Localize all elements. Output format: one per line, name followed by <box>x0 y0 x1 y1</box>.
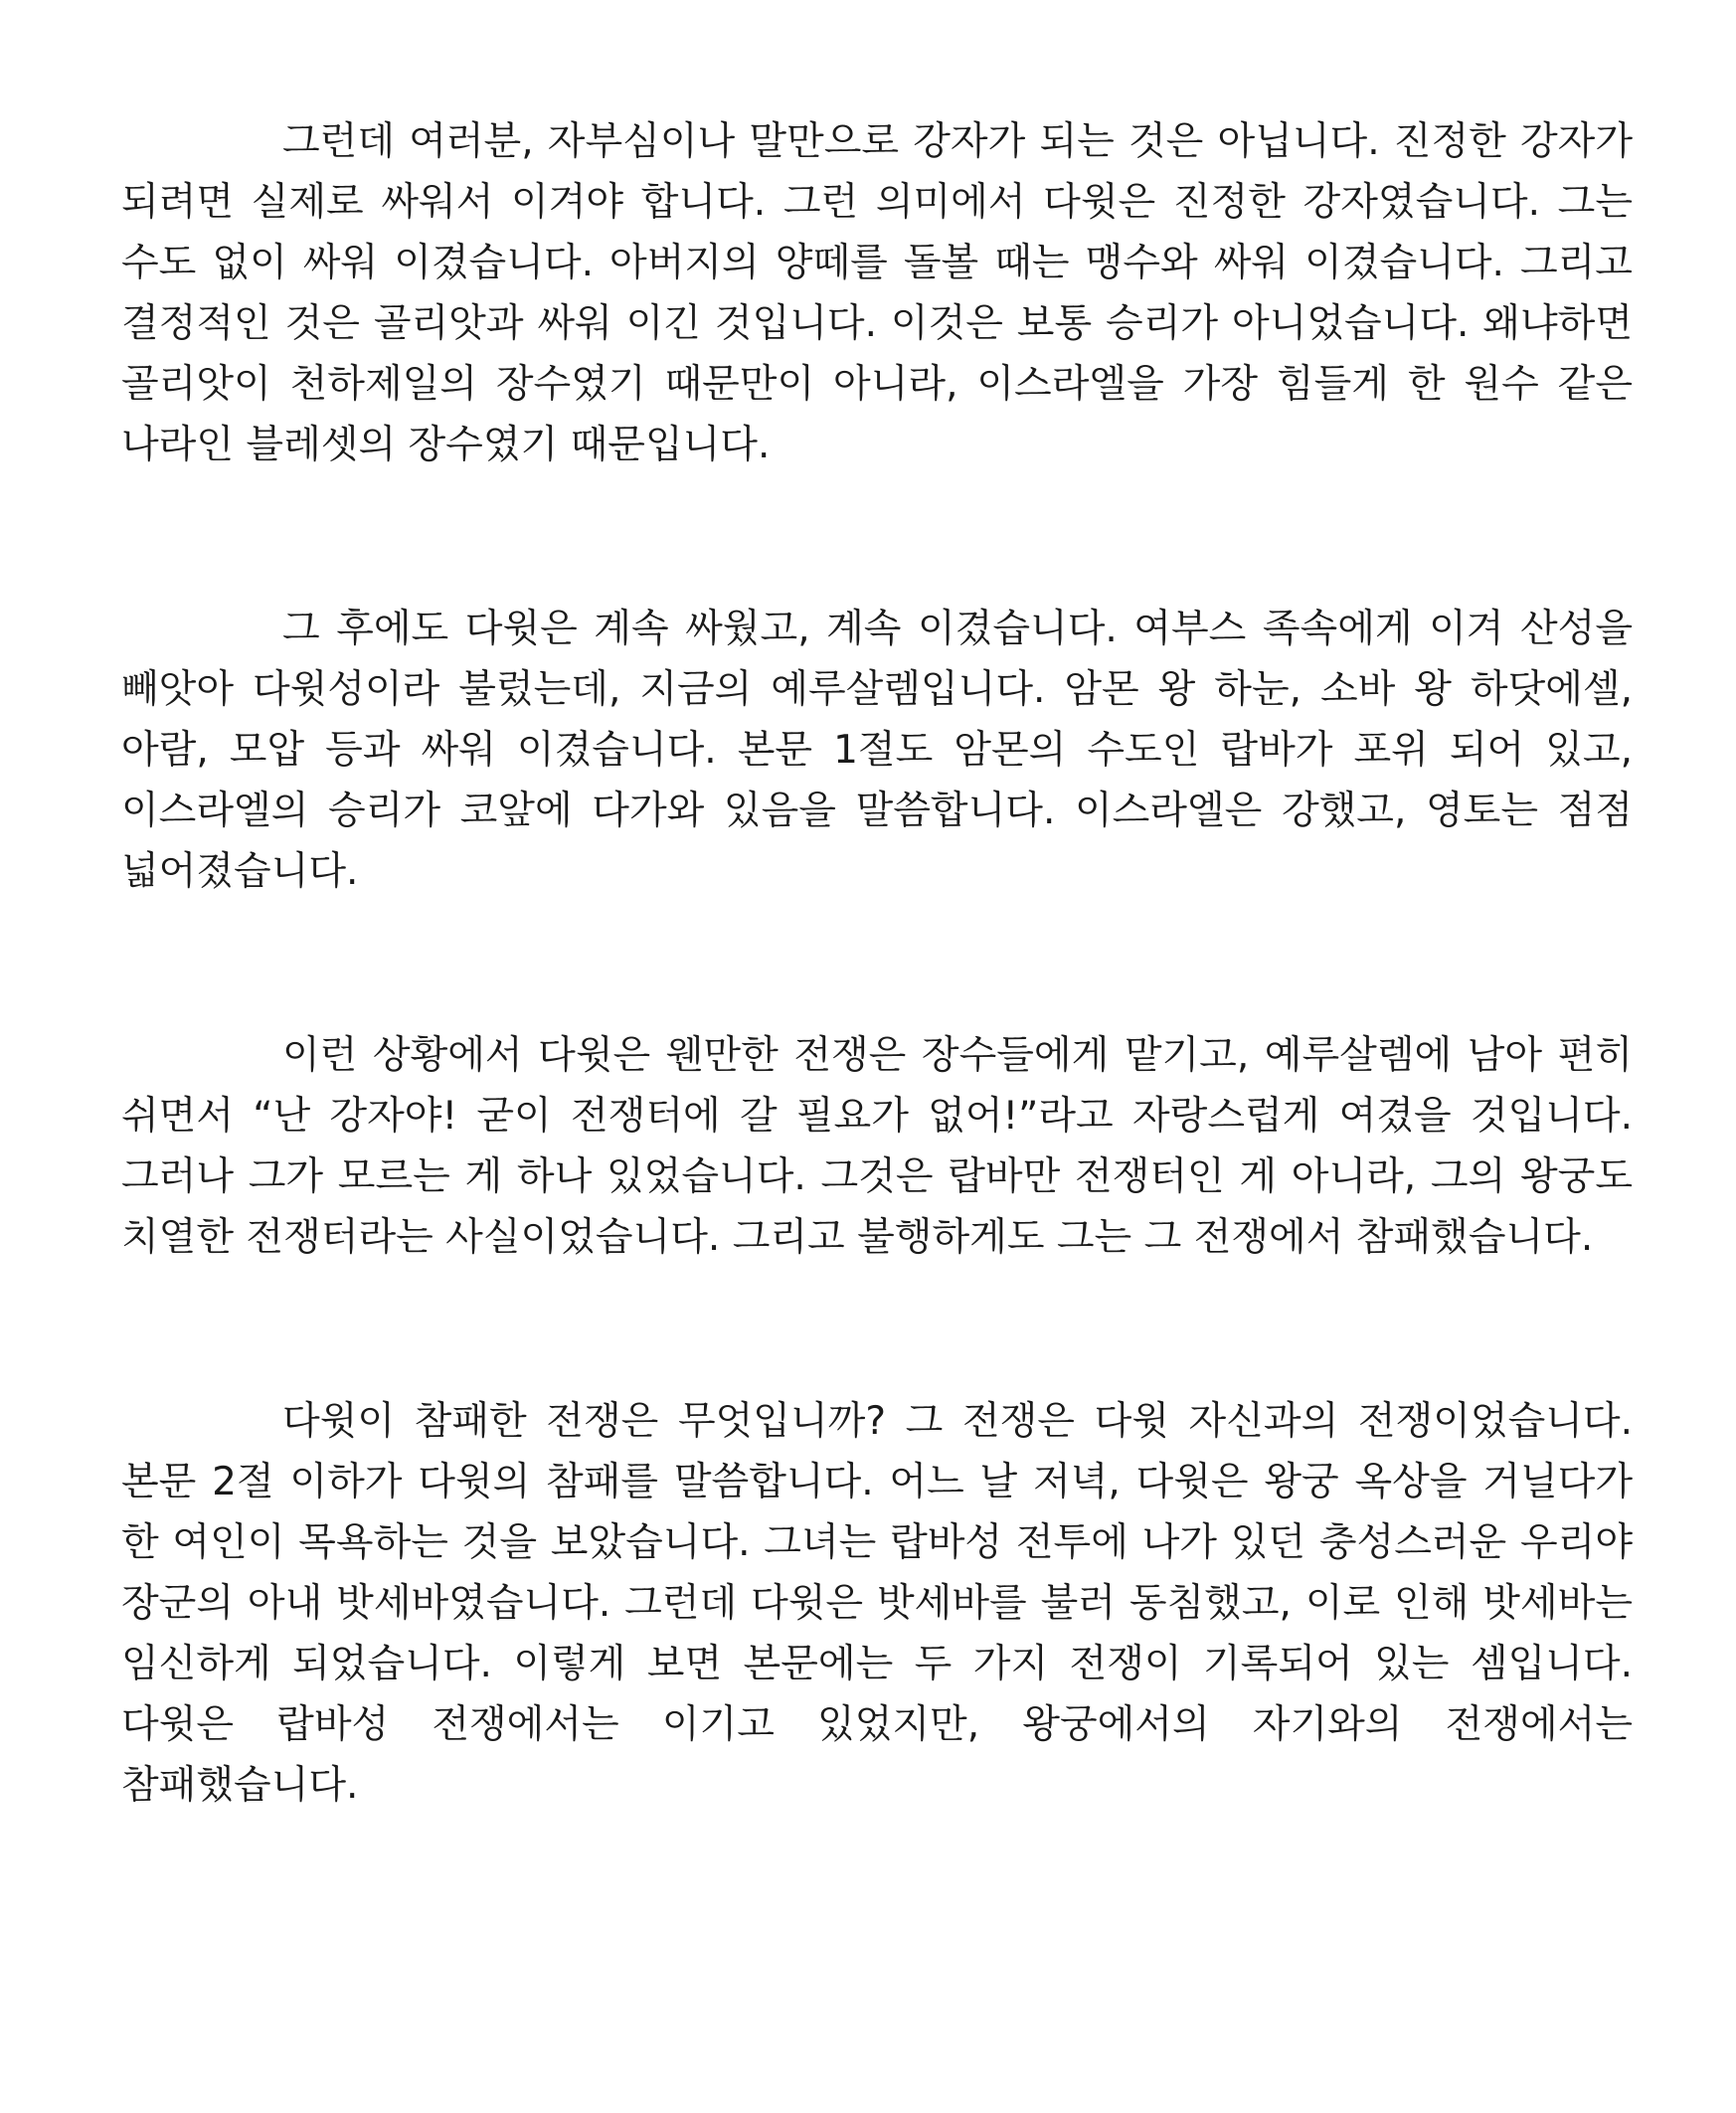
paragraph-4: 다윗이 참패한 전쟁은 무엇입니까? 그 전쟁은 다윗 자신과의 전쟁이었습니다. 본문 2절 이하가 다윗의 참패를 말씀합니다. 어느 날 저녁, 다윗은 왕궁 옥상을 거닐다가 한 여인이 목욕하는 것을 보았습니다. 그녀는 랍바성 전투에 나가 있던 충성스러운 우리야 장군의 아내 밧세바였습니다. 그런데 다윗은 밧세바를 불러 동침했고, 이로 인해 밧세바는 임신하게 되었습니다. 이렇게 보면 본문에는 두 가지 전쟁이 기록되어 있는 셈입니다. 다윗은 랍바성 전쟁에서는 이기고 있었지만, 왕궁에서의 자기와의 전쟁에서는 참패했습니다. <box>121 1399 1633 1808</box>
document-body <box>121 111 1633 1816</box>
paragraph-3: 이런 상황에서 다윗은 웬만한 전쟁은 장수들에게 맡기고, 예루살렘에 남아 편히 쉬면서 “난 강자야! 굳이 전쟁터에 갈 필요가 없어!”라고 자랑스럽게 여겼을 것입니다. 그러나 그가 모르는 게 하나 있었습니다. 그것은 랍바만 전쟁터인 게 아니라, 그의 왕궁도 치열한 전쟁터라는 사실이었습니다. 그리고 불행하게도 그는 그 전쟁에서 참패했습니다. <box>121 1033 1633 1260</box>
paragraph-1: 그런데 여러분, 자부심이나 말만으로 강자가 되는 것은 아닙니다. 진정한 강자가 되려면 실제로 싸워서 이겨야 합니다. 그런 의미에서 다윗은 진정한 강자였습니다. 그는 수도 없이 싸워 이겼습니다. 아버지의 양떼를 돌볼 때는 맹수와 싸워 이겼습니다. 그리고 결정적인 것은 골리앗과 싸워 이긴 것입니다. 이것은 보통 승리가 아니었습니다. 왜냐하면 골리앗이 천하제일의 장수였기 때문만이 아니라, 이스라엘을 가장 힘들게 한 원수 같은 나라인 블레셋의 장수였기 때문입니다. <box>121 119 1633 467</box>
paragraph-2: 그 후에도 다윗은 계속 싸웠고, 계속 이겼습니다. 여부스 족속에게 이겨 산성을 빼앗아 다윗성이라 불렀는데, 지금의 예루살렘입니다. 암몬 왕 하눈, 소바 왕 하닷에셀, 아람, 모압 등과 싸워 이겼습니다. 본문 1절도 암몬의 수도인 랍바가 포위 되어 있고, 이스라엘의 승리가 코앞에 다가와 있음을 말씀합니다. 이스라엘은 강했고, 영토는 점점 넓어졌습니다. <box>121 607 1633 894</box>
